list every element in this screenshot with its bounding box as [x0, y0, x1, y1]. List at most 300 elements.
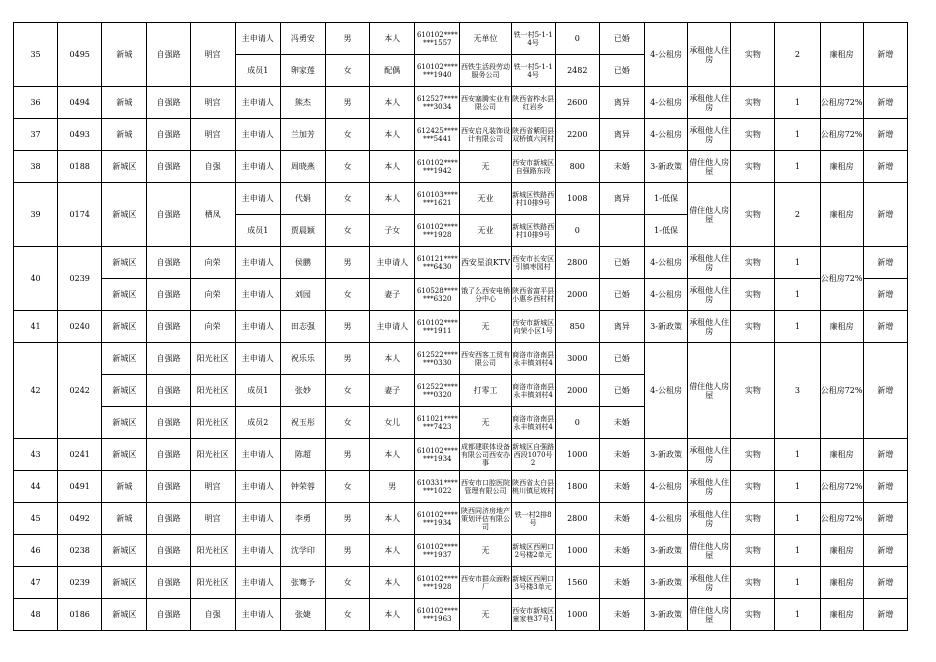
table-cell: 39 [14, 183, 58, 247]
table-cell: 1000 [555, 599, 599, 631]
table-cell: 廉租房 [820, 567, 863, 599]
table-cell: 本人 [370, 599, 415, 631]
table-cell: 新城区铁路西村10排9号 [511, 215, 555, 247]
table-cell: 1008 [555, 183, 599, 215]
table-cell: 商洛市洛南县永丰镇刘村4 [511, 407, 555, 439]
table-cell: 公租房72% [820, 343, 863, 439]
table-row [14, 151, 908, 183]
table-cell: 0241 [58, 439, 102, 471]
table-cell: 承租他人住房 [688, 87, 731, 119]
table-cell: 38 [14, 151, 58, 183]
table-cell: 44 [14, 471, 58, 503]
table-cell: 男 [325, 311, 369, 343]
table-cell: 1 [775, 119, 820, 151]
table-cell: 阳光社区 [190, 343, 235, 375]
table-cell: 新增 [863, 567, 907, 599]
table-cell: 借住他人房屋 [688, 599, 731, 631]
table-cell: 贾晨颖 [280, 215, 325, 247]
table-cell: 0 [555, 215, 599, 247]
table-cell: 未婚 [599, 535, 644, 567]
table-cell: 新增 [863, 151, 907, 183]
table-cell: 本人 [370, 343, 415, 375]
table-cell: 610102*******1928 [415, 215, 460, 247]
table-cell: 无 [460, 599, 511, 631]
table-cell: 610102*******1557 [415, 23, 460, 55]
table-cell: 0239 [58, 567, 102, 599]
table-cell: 610102*******1937 [415, 535, 460, 567]
table-cell: 张骞予 [280, 567, 325, 599]
table-cell: 本人 [370, 503, 415, 535]
table-cell: 实物 [731, 279, 775, 311]
table-cell: 明宫 [190, 23, 235, 87]
table-cell: 2000 [555, 279, 599, 311]
table-cell: 610102*******1911 [415, 311, 460, 343]
table-cell: 承租他人住房 [688, 567, 731, 599]
table-cell: 新增 [863, 503, 907, 535]
table-cell: 成都建联体设备有限公司西安办事 [460, 439, 511, 471]
table-cell: 实物 [731, 535, 775, 567]
table-cell: 钟荣蓉 [280, 471, 325, 503]
table-cell: 612527*******3034 [415, 87, 460, 119]
table-cell: 1 [775, 151, 820, 183]
table-cell: 新城 [102, 503, 147, 535]
table-cell: 西安启凡装饰设计有限公司 [460, 119, 511, 151]
table-cell: 熊杰 [280, 87, 325, 119]
table-cell: 公租房72% [820, 503, 863, 535]
table-body [14, 23, 908, 631]
table-cell: 男 [325, 439, 369, 471]
table-cell: 新城区 [102, 183, 147, 247]
table-cell: 本人 [370, 87, 415, 119]
table-cell: 612522*******0320 [415, 375, 460, 407]
table-row [14, 183, 908, 215]
table-row [14, 247, 908, 279]
table-cell: 新城区西闸口3号楼3单元 [511, 567, 555, 599]
table-cell: 商洛市洛南县永丰镇刘村4 [511, 343, 555, 375]
table-cell: 陕西省紫阳县双桥镇六河村 [511, 119, 555, 151]
table-cell: 铁一村5-1-14号 [511, 55, 555, 87]
table-cell: 主申请人 [235, 503, 280, 535]
table-cell: 自强路 [147, 375, 190, 407]
table-cell: 新增 [863, 439, 907, 471]
table-cell: 2800 [555, 247, 599, 279]
table-cell: 铁一村2排8号 [511, 503, 555, 535]
table-cell: 西安西客工贸有限公司 [460, 343, 511, 375]
table-cell: 借住他人房屋 [688, 343, 731, 439]
table-cell: 新城 [102, 471, 147, 503]
table-cell: 48 [14, 599, 58, 631]
table-cell: 男 [325, 503, 369, 535]
table-cell: 西安星浪KTV [460, 247, 511, 279]
table-row [14, 311, 908, 343]
table-cell: 公租房72% [820, 247, 863, 311]
table-cell: 已婚 [599, 375, 644, 407]
table-cell: 新城 [102, 87, 147, 119]
table-cell: 未婚 [599, 471, 644, 503]
table-cell: 1 [775, 87, 820, 119]
table-cell: 自强路 [147, 503, 190, 535]
table-cell: 借住他人房屋 [688, 535, 731, 567]
table-cell: 2 [775, 183, 820, 247]
table-cell: 4-公租房 [644, 503, 687, 535]
table-cell: 向荣 [190, 247, 235, 279]
table-cell: 自强路 [147, 279, 190, 311]
table-cell: 实物 [731, 599, 775, 631]
table-cell: 男 [325, 87, 369, 119]
table-cell: 本人 [370, 183, 415, 215]
table-cell: 无 [460, 535, 511, 567]
table-cell: 2600 [555, 87, 599, 119]
table-cell: 廉租房 [820, 439, 863, 471]
table-cell: 新城区 [102, 247, 147, 279]
table-cell: 自强路 [147, 599, 190, 631]
table-cell: 0186 [58, 599, 102, 631]
table-cell: 0494 [58, 87, 102, 119]
table-cell: 阳光社区 [190, 407, 235, 439]
table-cell: 43 [14, 439, 58, 471]
table-cell: 主申请人 [235, 87, 280, 119]
table-cell: 0491 [58, 471, 102, 503]
table-cell: 610102*******1963 [415, 599, 460, 631]
table-cell: 主申请人 [235, 599, 280, 631]
table-cell: 已婚 [599, 279, 644, 311]
table-cell: 男 [325, 535, 369, 567]
table-cell: 女 [325, 215, 369, 247]
table-cell: 自强路 [147, 535, 190, 567]
table-cell: 男 [325, 23, 369, 55]
table-cell: 0240 [58, 311, 102, 343]
table-cell: 46 [14, 535, 58, 567]
table-cell: 未婚 [599, 567, 644, 599]
table-cell: 1 [775, 471, 820, 503]
table-cell: 女 [325, 471, 369, 503]
table-cell: 廉租房 [820, 151, 863, 183]
table-cell: 承租他人住房 [688, 503, 731, 535]
table-cell: 3-新政策 [644, 151, 687, 183]
table-cell: 0495 [58, 23, 102, 87]
table-cell: 借住他人房屋 [688, 151, 731, 183]
table-cell: 610102*******1942 [415, 151, 460, 183]
housing-applicant-table [13, 22, 908, 631]
table-cell: 1 [775, 503, 820, 535]
table-cell: 女 [325, 55, 369, 87]
table-cell: 廉租房 [820, 535, 863, 567]
table-cell: 4-公租房 [644, 343, 687, 439]
table-cell: 女儿 [370, 407, 415, 439]
table-cell: 自强路 [147, 247, 190, 279]
table-cell: 女 [325, 407, 369, 439]
table-cell: 主申请人 [235, 343, 280, 375]
table-row [14, 567, 908, 599]
table-cell: 36 [14, 87, 58, 119]
table-cell: 自强 [190, 151, 235, 183]
table-cell: 离异 [599, 119, 644, 151]
table-cell: 男 [325, 343, 369, 375]
table-cell: 新城区 [102, 599, 147, 631]
table-cell: 承租他人住房 [688, 23, 731, 87]
table-cell: 新城区铁路西村10排9号 [511, 183, 555, 215]
table-cell: 1-低保 [644, 215, 687, 247]
table-cell: 男 [325, 247, 369, 279]
table-cell: 新城区自强路西段1070号2 [511, 439, 555, 471]
table-cell: 已婚 [599, 55, 644, 87]
table-cell [599, 215, 644, 247]
table-cell: 承租他人住房 [688, 471, 731, 503]
table-cell: 廉租房 [820, 23, 863, 87]
table-cell: 4-公租房 [644, 471, 687, 503]
table-cell: 610102*******1934 [415, 439, 460, 471]
table-cell: 无 [460, 407, 511, 439]
table-cell: 西安塞腾实业有限公司 [460, 87, 511, 119]
table-cell: 2 [775, 23, 820, 87]
table-cell: 实物 [731, 119, 775, 151]
table-cell: 阳光社区 [190, 375, 235, 407]
table-cell: 4-公租房 [644, 247, 687, 279]
table-cell: 已婚 [599, 343, 644, 375]
table-cell: 新增 [863, 119, 907, 151]
table-cell: 主申请人 [235, 247, 280, 279]
table-cell: 612522*******0330 [415, 343, 460, 375]
table-cell: 45 [14, 503, 58, 535]
table-cell: 610103*******1621 [415, 183, 460, 215]
table-cell: 新城 [102, 119, 147, 151]
table-cell: 明宫 [190, 87, 235, 119]
table-cell: 冯勇安 [280, 23, 325, 55]
table-cell: 女 [325, 599, 369, 631]
table-row [14, 87, 908, 119]
table-cell: 0 [555, 23, 599, 55]
table-cell: 新增 [863, 535, 907, 567]
table-cell: 实物 [731, 311, 775, 343]
table-cell: 2200 [555, 119, 599, 151]
table-cell: 1000 [555, 439, 599, 471]
table-cell: 阳光社区 [190, 535, 235, 567]
table-cell: 自强路 [147, 183, 190, 247]
table-cell: 廉租房 [820, 183, 863, 247]
table-cell: 实物 [731, 343, 775, 439]
table-cell: 3-新政策 [644, 567, 687, 599]
table-cell: 本人 [370, 119, 415, 151]
table-cell: 刘园 [280, 279, 325, 311]
table-cell: 611021*******7423 [415, 407, 460, 439]
table-cell: 新增 [863, 343, 907, 439]
table-cell: 1 [775, 279, 820, 311]
table-cell: 3-新政策 [644, 599, 687, 631]
table-cell: 0188 [58, 151, 102, 183]
table-cell: 代娟 [280, 183, 325, 215]
table-cell: 新增 [863, 183, 907, 247]
table-cell: 主申请人 [235, 279, 280, 311]
table-cell: 主申请人 [235, 311, 280, 343]
table-cell: 1800 [555, 471, 599, 503]
table-cell: 实物 [731, 151, 775, 183]
table-cell: 自强 [190, 599, 235, 631]
table-cell: 陕西同济房地产策划评估有限公司 [460, 503, 511, 535]
table-cell: 阳光社区 [190, 567, 235, 599]
table-cell: 陈超 [280, 439, 325, 471]
table-cell: 新城区 [102, 567, 147, 599]
table-cell: 西铁生活段劳动服务公司 [460, 55, 511, 87]
table-cell: 打零工 [460, 375, 511, 407]
table-cell: 无业 [460, 183, 511, 215]
table-cell: 自强路 [147, 23, 190, 87]
table-cell: 610121*******6430 [415, 247, 460, 279]
table-cell: 1 [775, 535, 820, 567]
table-cell: 新城区 [102, 439, 147, 471]
table-cell: 沈学印 [280, 535, 325, 567]
table-cell: 1 [775, 311, 820, 343]
table-cell: 1-低保 [644, 183, 687, 215]
table-row [14, 439, 908, 471]
table-cell: 新城区 [102, 151, 147, 183]
table-cell: 西安市新城区童家巷37号1 [511, 599, 555, 631]
table-cell: 610528*******6320 [415, 279, 460, 311]
table-cell: 新增 [863, 471, 907, 503]
table-row [14, 503, 908, 535]
table-cell: 0 [555, 407, 599, 439]
table-cell: 祝玉彤 [280, 407, 325, 439]
table-cell: 本人 [370, 439, 415, 471]
table-cell: 已婚 [599, 247, 644, 279]
table-cell: 李勇 [280, 503, 325, 535]
table-cell: 新增 [863, 279, 907, 311]
table-cell: 未婚 [599, 503, 644, 535]
table-cell: 自强路 [147, 407, 190, 439]
table-cell: 1560 [555, 567, 599, 599]
table-cell: 610102*******1934 [415, 503, 460, 535]
table-cell: 1000 [555, 535, 599, 567]
table-row [14, 535, 908, 567]
table-cell: 祝乐乐 [280, 343, 325, 375]
table-cell: 0493 [58, 119, 102, 151]
table-cell: 新城区西闸口2号楼2单元 [511, 535, 555, 567]
table-cell: 铁一村5-1-14号 [511, 23, 555, 55]
table-cell: 主申请人 [235, 567, 280, 599]
table-cell: 女 [325, 279, 369, 311]
table-cell: 3 [775, 343, 820, 439]
table-cell: 男 [370, 471, 415, 503]
table-cell: 2000 [555, 375, 599, 407]
table-cell: 无业 [460, 215, 511, 247]
table-cell: 公租房72% [820, 471, 863, 503]
table-cell: 新城区 [102, 407, 147, 439]
table-cell: 新增 [863, 23, 907, 87]
table-cell: 主申请人 [235, 183, 280, 215]
table-cell: 4-公租房 [644, 23, 687, 87]
table-cell: 0242 [58, 343, 102, 439]
table-cell: 公租房72% [820, 119, 863, 151]
table-row [14, 279, 908, 311]
table-cell: 承租他人住房 [688, 439, 731, 471]
table-cell: 商洛市洛南县永丰镇刘村4 [511, 375, 555, 407]
table-cell: 明宫 [190, 471, 235, 503]
table-cell: 明宫 [190, 503, 235, 535]
table-cell: 成员1 [235, 375, 280, 407]
table-cell: 新城区 [102, 343, 147, 375]
table-cell: 已婚 [599, 23, 644, 55]
table-cell: 廉租房 [820, 311, 863, 343]
table-cell: 西安市新城区自强路东段 [511, 151, 555, 183]
table-cell: 未婚 [599, 407, 644, 439]
table-cell: 610102*******1928 [415, 567, 460, 599]
table-cell: 实物 [731, 503, 775, 535]
table-cell: 未婚 [599, 599, 644, 631]
table-cell: 陕西省富平县小惠乡西村村 [511, 279, 555, 311]
table-cell: 实物 [731, 87, 775, 119]
table-cell: 新城 [102, 23, 147, 87]
table-cell: 610331*******1022 [415, 471, 460, 503]
table-cell: 新城区 [102, 375, 147, 407]
table-cell: 主申请人 [235, 119, 280, 151]
table-cell: 张婕 [280, 599, 325, 631]
table-cell: 西安市群众面粉厂 [460, 567, 511, 599]
table-cell: 新增 [863, 311, 907, 343]
table-cell: 自强路 [147, 343, 190, 375]
table-cell: 妻子 [370, 375, 415, 407]
table-cell: 自强路 [147, 151, 190, 183]
table-cell: 3-新政策 [644, 439, 687, 471]
table-cell: 612425*******5441 [415, 119, 460, 151]
table-cell: 新城区 [102, 535, 147, 567]
table-cell: 自强路 [147, 119, 190, 151]
table-row [14, 343, 908, 375]
table-cell: 本人 [370, 151, 415, 183]
table-cell: 2800 [555, 503, 599, 535]
table-cell: 栖凤 [190, 183, 235, 247]
table-cell: 无单位 [460, 23, 511, 55]
table-cell: 女 [325, 151, 369, 183]
table-cell: 成员2 [235, 407, 280, 439]
table-cell: 35 [14, 23, 58, 87]
table-cell: 4-公租房 [644, 87, 687, 119]
table-cell: 新增 [863, 87, 907, 119]
table-cell: 承租他人住房 [688, 279, 731, 311]
table-cell: 主申请人 [235, 23, 280, 55]
table-row [14, 23, 908, 55]
table-cell: 实物 [731, 183, 775, 247]
table-cell: 3-新政策 [644, 311, 687, 343]
table-cell: 女 [325, 183, 369, 215]
table-cell: 自强路 [147, 439, 190, 471]
table-cell: 实物 [731, 23, 775, 87]
table-cell: 0238 [58, 535, 102, 567]
table-cell: 张妙 [280, 375, 325, 407]
table-cell: 无 [460, 311, 511, 343]
table-cell: 实物 [731, 567, 775, 599]
table-cell: 西安市长安区引镇枣园村 [511, 247, 555, 279]
table-cell: 无 [460, 151, 511, 183]
table-cell: 2482 [555, 55, 599, 87]
table-cell: 610102*******1940 [415, 55, 460, 87]
table-cell: 主申请人 [235, 471, 280, 503]
table-cell: 主申请人 [370, 311, 415, 343]
table-cell: 47 [14, 567, 58, 599]
table-cell: 新增 [863, 247, 907, 279]
table-cell: 明宫 [190, 119, 235, 151]
table-cell: 西安市口腔医院管理有限公司 [460, 471, 511, 503]
table-cell: 廉租房 [820, 599, 863, 631]
table-cell: 0239 [58, 247, 102, 311]
table-cell: 陕西省柞水县红岩乡 [511, 87, 555, 119]
table-cell: 3000 [555, 343, 599, 375]
table-cell: 850 [555, 311, 599, 343]
table-cell: 4-公租房 [644, 279, 687, 311]
table-cell: 本人 [370, 535, 415, 567]
table-cell: 周晓燕 [280, 151, 325, 183]
table-cell: 实物 [731, 247, 775, 279]
table-cell: 承租他人住房 [688, 247, 731, 279]
table-row [14, 599, 908, 631]
